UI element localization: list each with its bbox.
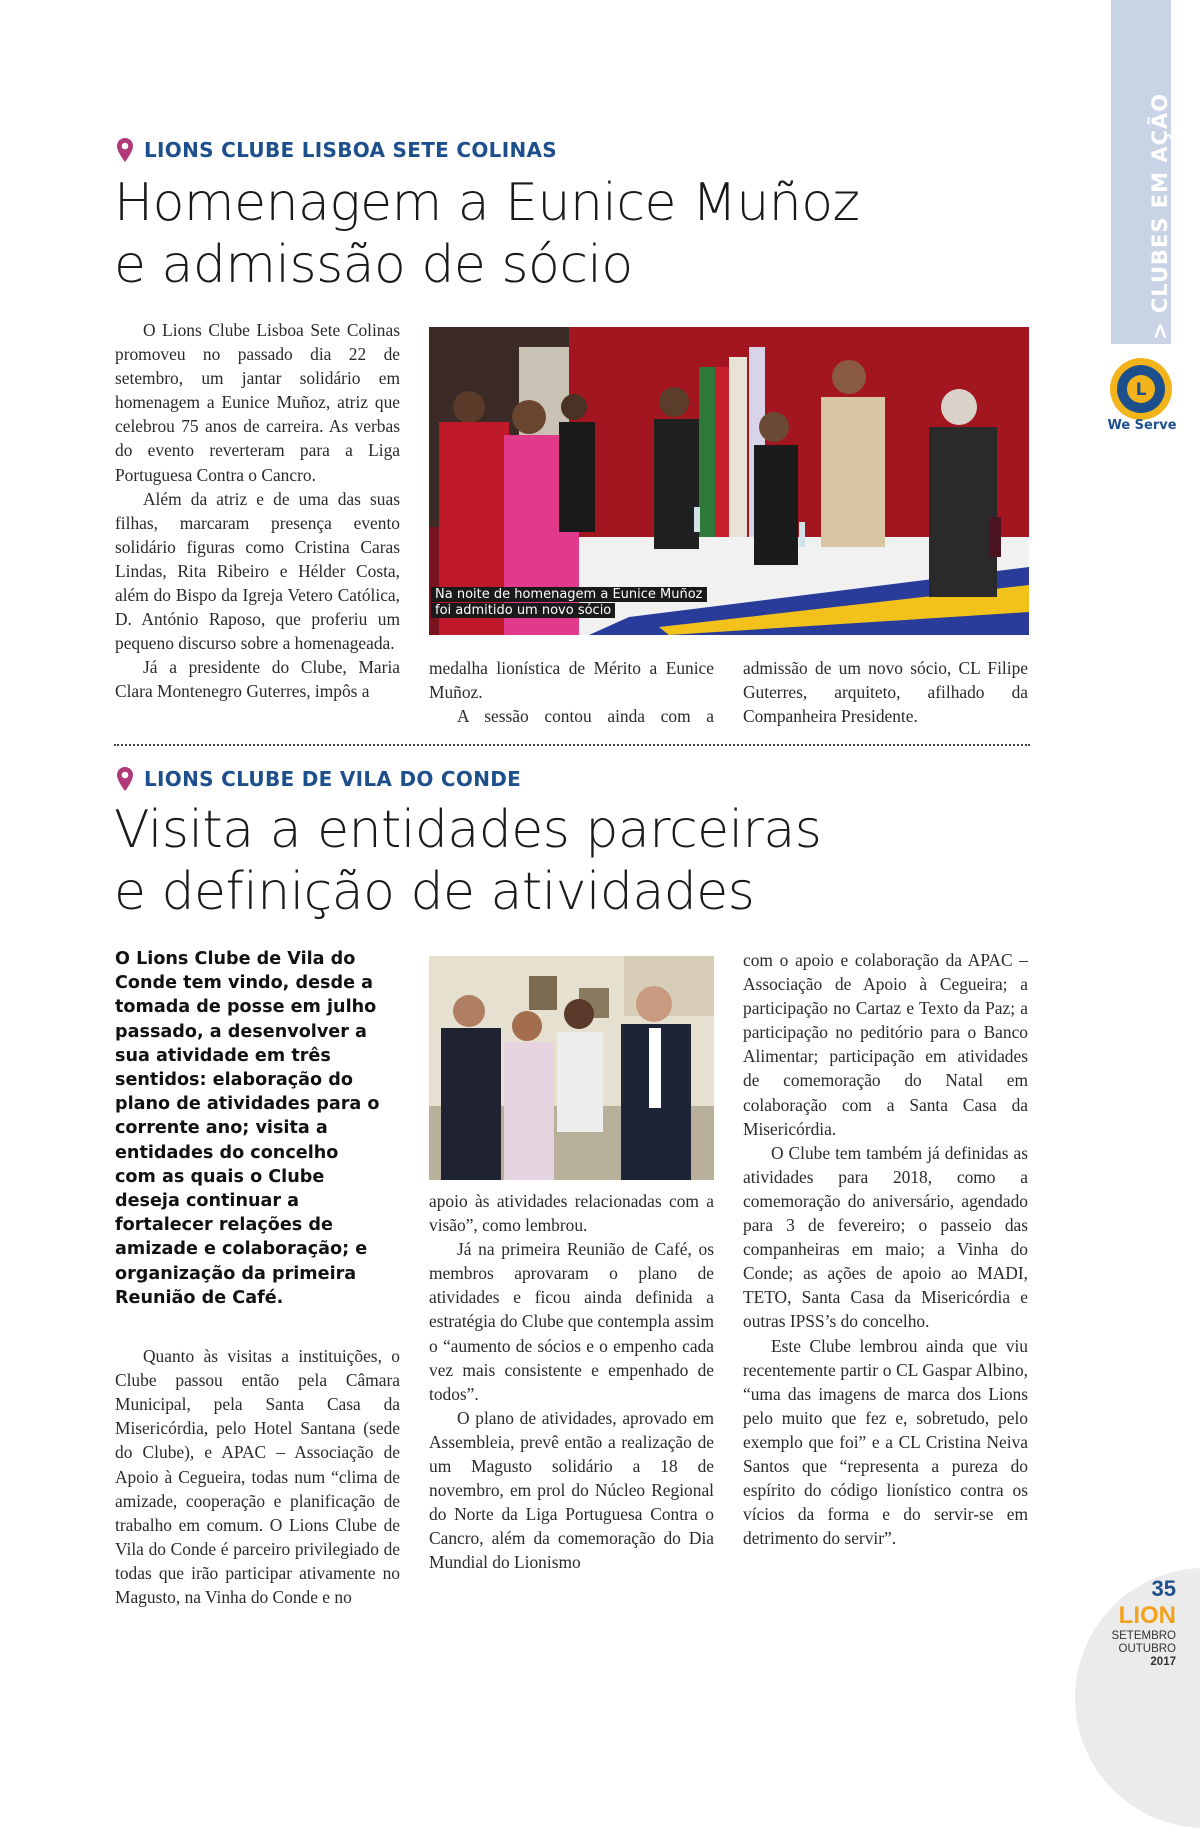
article2-column-1 bbox=[115, 947, 400, 1609]
lions-motto: We Serve bbox=[1107, 418, 1177, 433]
article1-column-3 bbox=[743, 656, 1028, 728]
page-number: 35 bbox=[1151, 1576, 1176, 1601]
article2-paragraph: O Clube tem também já definidas as atividades para 2018, como a comemoração do aniversário, agendado para 3 de fevereiro; o passeio das companheiras em maio; a Vinha do Conde; as ações de apoio ao MADI, TETO, Santa Casa da Misericórdia e outras IPSS’s do concelho. bbox=[743, 1142, 1028, 1332]
article1-column-2 bbox=[429, 656, 714, 728]
article2-lead: O Lions Clube de Vila do Conde tem vindo, desde a tomada de posse em julho passado, a desenvolver a sua atividade em três sentidos: elaboração do plano de atividades para o corrente ano; visita a entidades do concelho com as quais o Clube deseja continuar a fortalecer relações de amizade e colaboração; e organização da primeira Reunião de Café. bbox=[115, 949, 380, 1308]
article2-title-line1: Visita a entidades parceiras bbox=[114, 800, 822, 860]
article1-paragraph: Além da atriz e de uma das suas filhas, marcaram presença evento solidário figuras como Cristina Caras Lindas, Rita Ribeiro e Hélder Costa, além do Bispo da Igreja Vetero Católica, D. António Raposo, que proferiu um pequeno discurso sobre a homenageada. bbox=[115, 488, 400, 654]
article2-paragraph: Quanto às visitas a instituições, o Clube passou então pela Câmara Municipal, pela Santa Casa da Misericórdia, pelo Hotel Santana (sede do Clube), e APAC – Associação de Apoio à Cegueira, todas num “clima de amizade, cooperação e planificação de trabalho em comum. O Lions Clube de Vila do Conde é parceiro privilegiado de todas que irão participar ativamente no Magusto, na Vinha do Conde e no bbox=[115, 1346, 400, 1607]
article2-column-3 bbox=[743, 948, 1028, 1550]
article2-paragraph: apoio às atividades relacionadas com a visão”, como lembrou. bbox=[429, 1191, 714, 1236]
issue-month-1: SETEMBRO bbox=[1111, 1630, 1176, 1642]
article1-paragraph: medalha lionística de Mérito a Eunice Muñoz. bbox=[429, 658, 714, 703]
article1-title-line2: e admissão de sócio bbox=[114, 235, 633, 295]
article1-club-name: LIONS CLUBE LISBOA SETE COLINAS bbox=[144, 138, 557, 162]
location-pin-icon bbox=[116, 137, 134, 163]
article2-title-line2: e definição de atividades bbox=[114, 862, 755, 922]
issue-month-2: OUTUBRO bbox=[1118, 1643, 1176, 1655]
article1-caption-line2: foi admitido um novo sócio bbox=[431, 603, 615, 618]
svg-text:L: L bbox=[1135, 380, 1147, 400]
article2-title bbox=[114, 799, 1014, 923]
article1-column-1 bbox=[115, 318, 400, 704]
article-divider bbox=[114, 744, 1030, 746]
lions-logo bbox=[1108, 356, 1174, 422]
article2-paragraph: O plano de atividades, aprovado em Assembleia, prevê então a realização de um Magusto solidário a 18 de novembro, em prol do Núcleo Regional do Norte da Liga Portuguesa Contra o Cancro, além da comemoração do Dia Mundial do Lionismo bbox=[429, 1407, 714, 1573]
article2-paragraph: Já na primeira Reunião de Café, os membros aprovaram o plano de atividades e ficou ainda definida a estratégia do Clube que contempla assim o “aumento de sócios e o empenho cada vez mais consistente e empenhado de todos”. bbox=[429, 1239, 714, 1404]
article2-column-2 bbox=[429, 1189, 714, 1575]
article1-club-kicker bbox=[116, 137, 557, 163]
article1-photo-caption bbox=[431, 587, 707, 619]
location-pin-icon bbox=[116, 766, 134, 792]
article1-title-line1: Homenagem a Eunice Muñoz bbox=[114, 173, 860, 233]
article1-caption-line1: Na noite de homenagem a Eunice Muñoz bbox=[431, 587, 707, 602]
section-label: > CLUBES EM AÇÃO bbox=[1148, 92, 1172, 340]
article2-photo bbox=[429, 956, 714, 1180]
article2-paragraph: Este Clube lembrou ainda que viu recentemente partir o CL Gaspar Albino, “uma das imagens de marca dos Lions pelo muito que fez e, sobretudo, pelo exemplo que foi” e a CL Cristina Neiva Santos que “representa a pureza do espírito do código lionístico contra os vícios da forma e do servir-se em detrimento do servir”. bbox=[743, 1335, 1028, 1549]
article2-club-name: LIONS CLUBE DE VILA DO CONDE bbox=[144, 767, 522, 791]
article1-title bbox=[114, 172, 1014, 296]
article1-paragraph: A sessão contou ainda com a bbox=[457, 706, 714, 727]
article1-paragraph: admissão de um novo sócio, CL Filipe Guterres, arquiteto, afilhado da Companheira Presidente. bbox=[743, 658, 1028, 727]
article2-paragraph: com o apoio e colaboração da APAC – Associação de Apoio à Cegueira; a participação no Cartaz e Texto da Paz; a participação no peditório para o Banco Alimentar; participação em atividades de comemoração do Natal em colaboração com a Santa Casa da Misericórdia. bbox=[743, 950, 1028, 1139]
magazine-name: LION bbox=[1118, 1602, 1176, 1629]
article2-club-kicker bbox=[116, 766, 521, 792]
article1-paragraph: Já a presidente do Clube, Maria Clara Montenegro Guterres, impôs a bbox=[115, 657, 400, 702]
article1-paragraph: O Lions Clube Lisboa Sete Colinas promoveu no passado dia 22 de setembro, um jantar solidário em homenagem a Eunice Muñoz, atriz que celebrou 75 anos de carreira. As verbas do evento reverteram para a Liga Portuguesa Contra o Cancro. bbox=[115, 320, 400, 485]
issue-year: 2017 bbox=[1150, 1656, 1176, 1668]
issue-months bbox=[1090, 1630, 1176, 1669]
article1-photo bbox=[429, 327, 1029, 635]
